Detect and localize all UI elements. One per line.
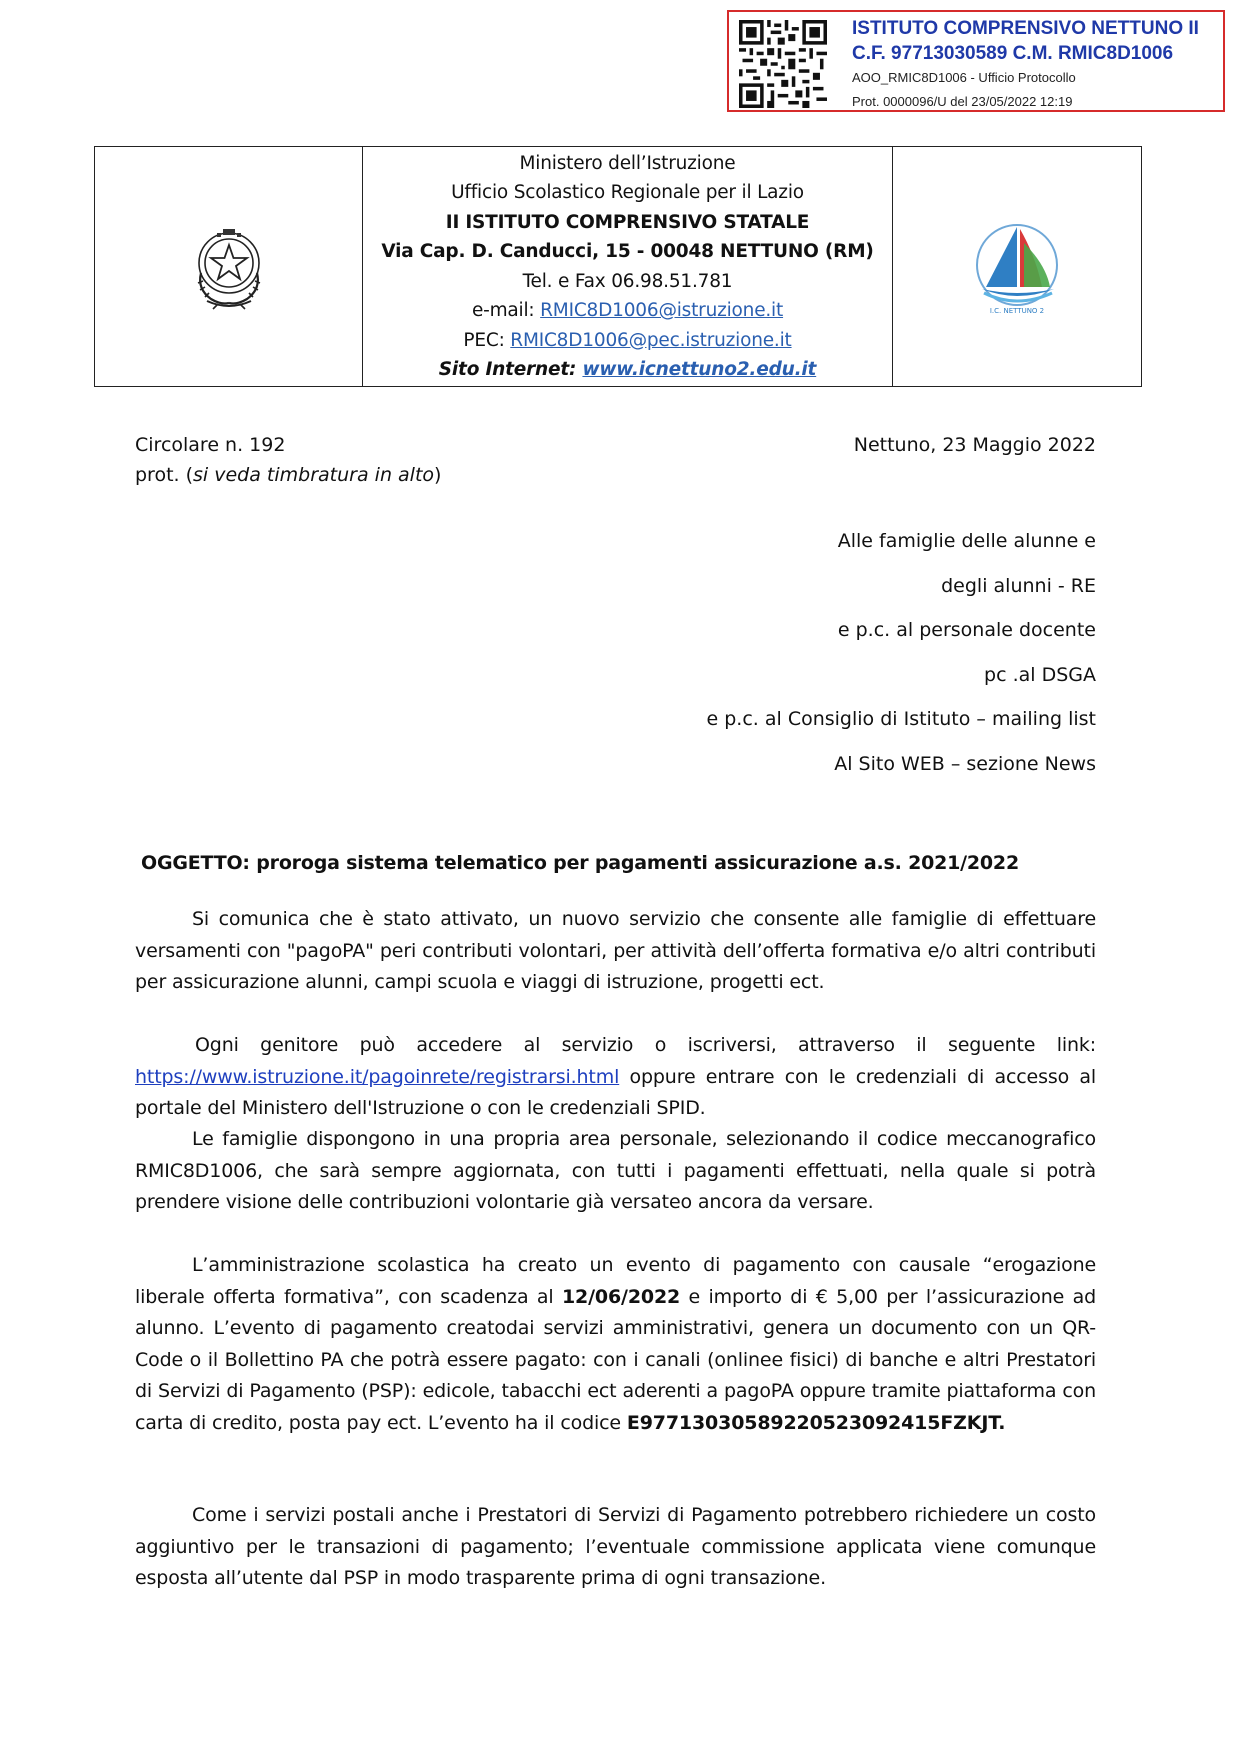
protocol-stamp xyxy=(727,10,1225,112)
paragraph-1 xyxy=(135,904,1096,999)
website-line xyxy=(439,355,816,385)
pec-label: PEC: xyxy=(463,329,511,351)
school-sailboat-logo-icon xyxy=(962,217,1072,317)
paragraph-5-text: Come i servizi postali anche i Prestatori di Servizi di Pagamento potrebbero richiedere un costo aggiuntivo per le transazioni di pagamento; l’eventuale commissione applicata viene comunque esposta all’utente dal PSP in modo trasparente prima di ogni transazione. xyxy=(135,1504,1096,1589)
payment-event-code: E97713030589220523092415FZKJT. xyxy=(626,1411,1006,1434)
recipients-list xyxy=(707,519,1097,786)
paragraph-2-text: Ogni genitore può accedere al servizio o iscriversi, attraverso il seguente link: https://www.istruzione.it/pagoinrete/registrarsi.html oppure entrare con le credenziali di accesso al portale del Ministero dell'Istruzione o con le credenziali SPID. xyxy=(135,1034,1096,1119)
stamp-office: AOO_RMIC8D1006 - Ufficio Protocollo xyxy=(852,70,1076,85)
pec-line xyxy=(463,326,791,356)
italian-republic-emblem-icon xyxy=(189,223,269,311)
paragraph-1-text: Si comunica che è stato attivato, un nuovo servizio che consente alle famiglie di effettuare versamenti con "pagoPA" peri contributi volontari, per attività dell’offerta formativa e/o altri contributi per assicurazione alunni, campi scuola e viaggi di istruzione, progetti ect. xyxy=(135,908,1096,993)
subject-line: OGGETTO: proroga sistema telematico per pagamenti assicurazione a.s. 2021/2022 xyxy=(141,852,1019,874)
recipient-line: e p.c. al personale docente xyxy=(837,619,1096,641)
school-address: Via Cap. D. Canducci, 15 - 00048 NETTUNO (RM) xyxy=(381,241,874,262)
stamp-fiscal-code: C.F. 97713030589 C.M. RMIC8D1006 xyxy=(852,43,1174,64)
logo-caption: I.C. NETTUNO 2 xyxy=(989,306,1045,315)
letterhead-left-cell xyxy=(95,147,363,386)
recipient-line: pc .al DSGA xyxy=(984,663,1096,686)
school-name: II ISTITUTO COMPRENSIVO STATALE xyxy=(445,211,810,233)
paragraph-5 xyxy=(135,1500,1096,1595)
recipient-line: Al Sito WEB – sezione News xyxy=(834,752,1096,775)
email-label: e-mail: xyxy=(471,300,541,321)
email-link[interactable]: RMIC8D1006@istruzione.it xyxy=(540,300,784,321)
email-line xyxy=(472,296,783,326)
pec-link[interactable]: RMIC8D1006@pec.istruzione.it xyxy=(510,329,792,351)
place-date: Nettuno, 23 Maggio 2022 xyxy=(853,434,1096,456)
letterhead-center-cell xyxy=(363,147,893,386)
paragraph-4 xyxy=(135,1250,1096,1439)
school-phone: Tel. e Fax 06.98.51.781 xyxy=(522,270,733,292)
deadline-date: 12/06/2022 xyxy=(561,1285,681,1308)
paragraph-3 xyxy=(135,1124,1096,1219)
letterhead-table xyxy=(94,146,1142,387)
paragraph-2 xyxy=(135,1030,1096,1125)
website-link[interactable]: www.icnettuno2.edu.it xyxy=(582,359,817,380)
stamp-protocol-number: Prot. 0000096/U del 23/05/2022 12:19 xyxy=(852,94,1073,109)
qr-code-icon xyxy=(739,20,827,108)
paragraph-3-text: Le famiglie dispongono in una propria area personale, selezionando il codice meccanografico RMIC8D1006, che sarà sempre aggiornata, con tutti i pagamenti effettuati, nella quale si potrà prendere visione delle contribuzioni volontarie già versateo ancora da versare. xyxy=(135,1128,1096,1213)
recipient-line: degli alunni - RE xyxy=(941,574,1096,597)
paragraph-4-text: L’amministrazione scolastica ha creato un evento di pagamento con causale “erogazione liberale offerta formativa”, con scadenza al 12/06/2022 e importo di € 5,00 per l’assicurazione ad alunno. L’evento di pagamento creatodai servizi amministrativi, genera un documento con un QR-Code o il Bollettino PA che potrà essere pagato: con i canali (onlinee fisici) di banche e altri Prestatori di Servizi di Pagamento (PSP): edicole, tabacchi ect aderenti a pagoPA oppure tramite piattaforma con carta di credito, posta pay ect. L’evento ha il codice E97713030589220523092415FZKJT. xyxy=(135,1254,1096,1434)
regional-office: Ufficio Scolastico Regionale per il Lazio xyxy=(451,182,804,203)
circular-number: Circolare n. 192 xyxy=(135,434,286,456)
pagoinrete-link[interactable]: https://www.istruzione.it/pagoinrete/registrarsi.html xyxy=(135,1065,620,1088)
website-label: Sito Internet: xyxy=(438,359,583,380)
recipient-line: e p.c. al Consiglio di Istituto – mailing list xyxy=(706,708,1096,730)
letterhead-right-cell xyxy=(893,147,1141,386)
protocol-reference: prot. (si veda timbratura in alto) xyxy=(135,464,442,486)
ministry-name: Ministero dell’Istruzione xyxy=(519,152,736,174)
stamp-school-name: ISTITUTO COMPRENSIVO NETTUNO II xyxy=(852,18,1199,39)
recipient-line: Alle famiglie delle alunne e xyxy=(837,530,1096,552)
